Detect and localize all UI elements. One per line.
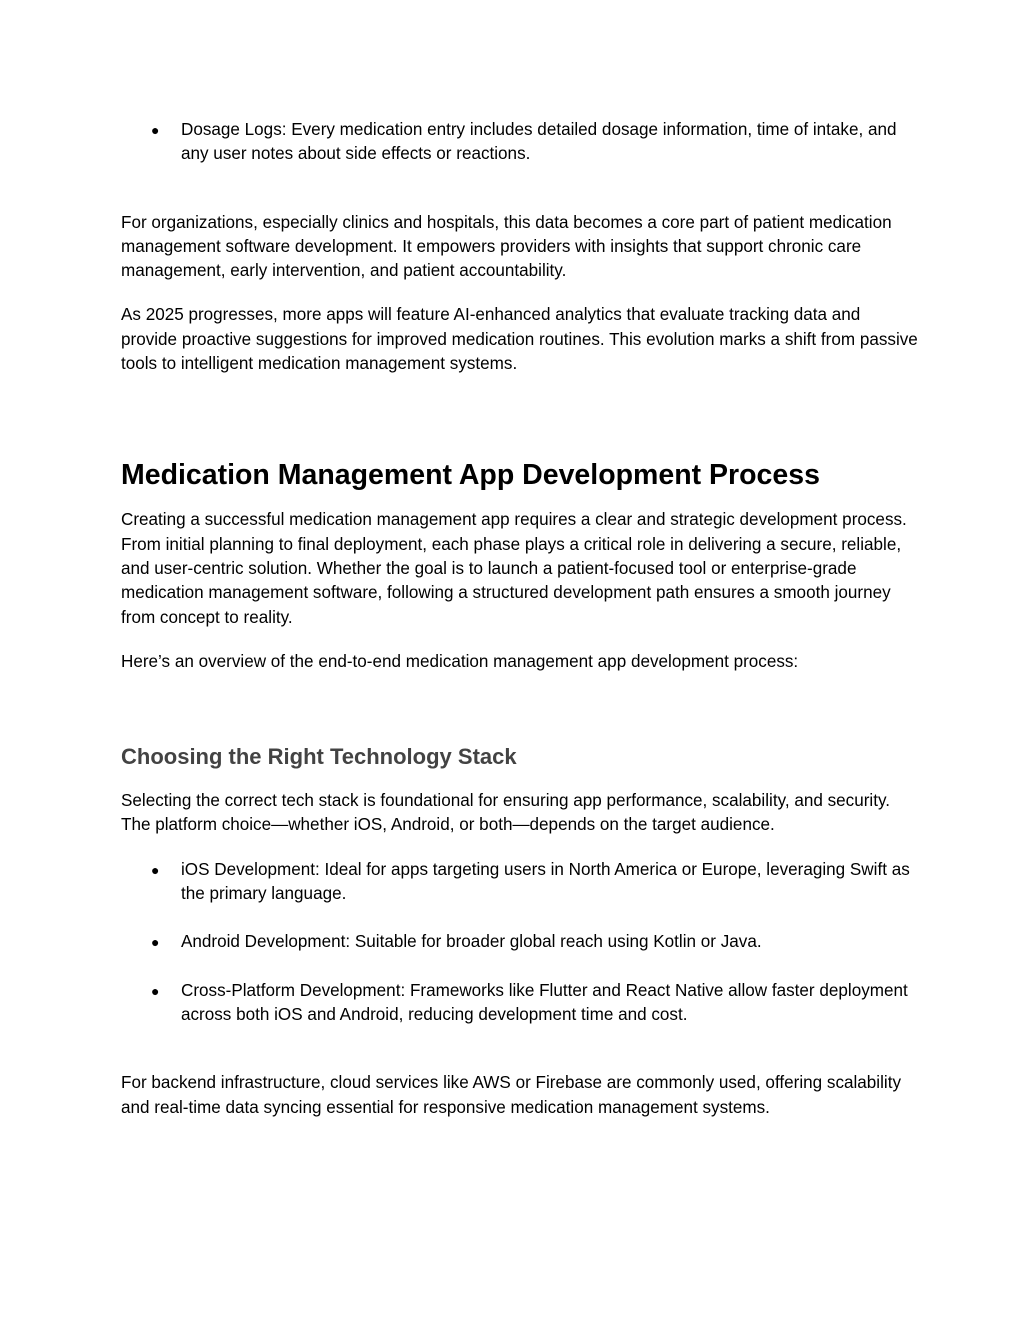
list-item bbox=[121, 930, 921, 954]
bullet-icon: ● bbox=[151, 982, 160, 999]
paragraph: Here’s an overview of the end-to-end medication management app development process: bbox=[121, 651, 799, 671]
document-page bbox=[121, 118, 921, 1120]
bullet-text: Dosage Logs: Every medication entry includes detailed dosage information, time of intake, and any user notes about side effects or reactions. bbox=[181, 120, 897, 164]
list-item bbox=[121, 979, 921, 1028]
paragraph: For organizations, especially clinics and hospitals, this data becomes a core part of patient medication management software development. It empowers providers with insights that support chronic care management, early intervention, and patient accountability. bbox=[121, 212, 892, 281]
list-item bbox=[121, 858, 921, 907]
subsection-heading: Choosing the Right Technology Stack bbox=[121, 744, 517, 770]
bullet-text: Android Development: Suitable for broader global reach using Kotlin or Java. bbox=[181, 932, 762, 952]
tech-stack-bullet-list bbox=[121, 858, 921, 1027]
paragraph: Creating a successful medication management app requires a clear and strategic development process. From initial planning to final deployment, each phase plays a critical role in delivering a secure, reliable, and user-centric solution. Whether the goal is to launch a patient-focused tool or enterprise-grade medication management software, following a structured development path ensures a smooth journey from concept to reality. bbox=[121, 510, 907, 627]
section-heading: Medication Management App Development Process bbox=[121, 459, 820, 492]
paragraph: As 2025 progresses, more apps will feature AI-enhanced analytics that evaluate tracking data and provide proactive suggestions for improved medication routines. This evolution marks a shift from passive tools to intelligent medication management systems. bbox=[121, 305, 918, 374]
list-item bbox=[121, 118, 921, 167]
bullet-text: iOS Development: Ideal for apps targeting users in North America or Europe, leveraging Swift as the primary language. bbox=[181, 859, 910, 904]
bullet-icon: ● bbox=[151, 934, 160, 951]
bullet-icon: ● bbox=[151, 122, 160, 138]
top-bullet-list bbox=[121, 118, 921, 167]
bullet-text: Cross-Platform Development: Frameworks like Flutter and React Native allow faster deployment across both iOS and Android, reducing development time and cost. bbox=[181, 980, 908, 1024]
paragraph: For backend infrastructure, cloud services like AWS or Firebase are commonly used, offering scalability and real-time data syncing essential for responsive medication management systems. bbox=[121, 1073, 901, 1117]
bullet-icon: ● bbox=[151, 861, 160, 878]
paragraph: Selecting the correct tech stack is foundational for ensuring app performance, scalability, and security. The platform choice—whether iOS, Android, or both—depends on the target audience. bbox=[121, 791, 890, 835]
